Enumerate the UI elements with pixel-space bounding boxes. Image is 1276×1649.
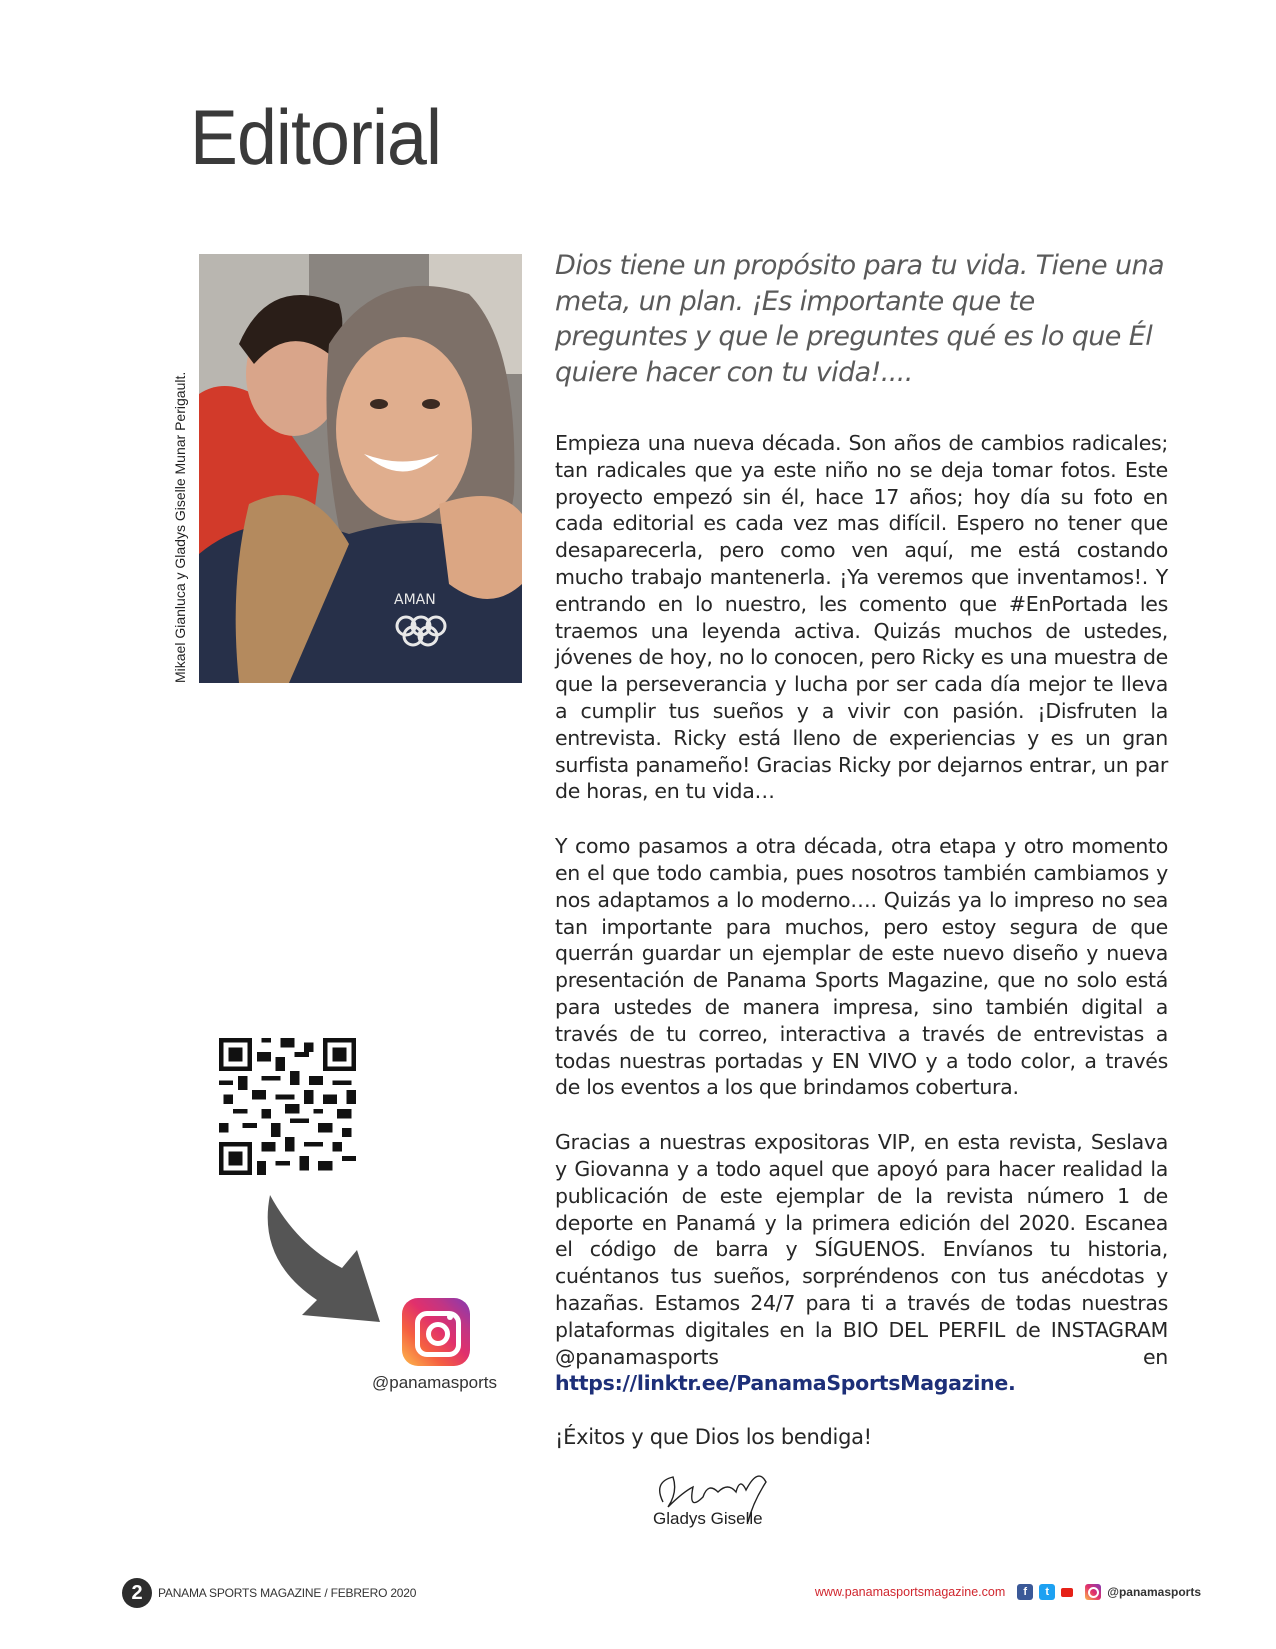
- editorial-photo: [199, 254, 522, 683]
- paragraph-1: Empieza una nueva década. Son años de cambios radicales; tan radicales que ya este niño no se deja tomar fotos. Este proyecto empezó sin él, hace 17 años; hoy día su foto en cada editorial es cada vez mas difícil. Espero no tener que desaparecerla, pero como ven aquí, me está costando mucho trabajo mantenerla. ¡Ya veremos que inventamos!. Y entrando en lo nuestro, les comento que #EnPortada les traemos una leyenda activa. Quizás muchos de ustedes, jóvenes de hoy, no lo conocen, pero Ricky es una muestra de que la perseverancia y lucha por ser cada día mejor te lleva a cumplir tus sueños y a vivir con pasión. ¡Disfruten la entrevista. Ricky está lleno de experiencias y es un gran surfista panameño! Gracias Ricky por dejarnos entrar, un par de horas, en tu vida…: [555, 431, 1168, 804]
- magazine-issue: PANAMA SPORTS MAGAZINE / FEBRERO 2020: [158, 1586, 417, 1600]
- instagram-icon-small[interactable]: [1085, 1584, 1101, 1600]
- paragraph-3: [555, 1129, 1168, 1397]
- youtube-icon[interactable]: [1061, 1588, 1073, 1597]
- instagram-handle[interactable]: @panamasports: [372, 1373, 497, 1392]
- linktree-link[interactable]: https://linktr.ee/PanamaSportsMagazine.: [555, 1371, 1016, 1396]
- qr-code[interactable]: [219, 1038, 356, 1175]
- twitter-icon[interactable]: t: [1039, 1584, 1055, 1600]
- photo-caption: Mikael Gianluca y Gladys Giselle Munar Perigault.: [172, 371, 188, 683]
- facebook-icon[interactable]: f: [1017, 1584, 1033, 1600]
- signature-name: Gladys Giselle: [653, 1509, 763, 1528]
- footer-social-handle[interactable]: @panamasports: [1107, 1585, 1201, 1599]
- page-title: Editorial: [190, 93, 441, 181]
- footer-right: [815, 1584, 1201, 1600]
- instagram-icon[interactable]: [402, 1298, 470, 1366]
- paragraph-2: Y como pasamos a otra década, otra etapa y otro momento en el que todo cambia, pues nosotros también cambiamos y nos adaptamos a lo moderno…. Quizás ya lo impreso no sea tan importante para muchos, pero estoy segura de que querrán guardar un ejemplar de este nuevo diseño y nueva presentación de Panama Sports Magazine, que no solo está para ustedes de manera impresa, sino también digital a través de tu correo, interactiva a través de entrevistas a todas nuestras portadas y EN VIVO y a todo color, a través de los eventos a los que brindamos cobertura.: [555, 834, 1168, 1100]
- closing-line: ¡Éxitos y que Dios los bendiga!: [555, 1425, 872, 1450]
- page-number: 2: [122, 1578, 152, 1608]
- arrow-icon: [262, 1190, 387, 1345]
- footer-left: [122, 1578, 416, 1608]
- website-link[interactable]: www.panamasportsmagazine.com: [814, 1585, 1006, 1599]
- editorial-body: [555, 248, 1168, 1449]
- paragraph-3-text: Gracias a nuestras expositoras VIP, en esta revista, Seslava y Giovanna y a todo aquel que apoyó para hacer realidad la publicación de este ejemplar de la revista número 1 de deporte en Panamá y la primera edición del 2020. Escanea el código de barra y SÍGUENOS. Envíanos tu historia, cuéntanos tus sueños, sorpréndenos con tus anécdotas y hazañas. Estamos 24/7 para ti a través de todas nuestras plataformas digitales en la BIO DEL PERFIL de INSTAGRAM @panamasports en: [555, 1130, 1168, 1369]
- lead-quote: Dios tiene un propósito para tu vida. Tiene una meta, un plan. ¡Es importante que te preguntes y que le preguntes qué es lo que Él quiere hacer con tu vida!....: [555, 250, 1164, 388]
- svg-text:AMAN: AMAN: [394, 592, 436, 608]
